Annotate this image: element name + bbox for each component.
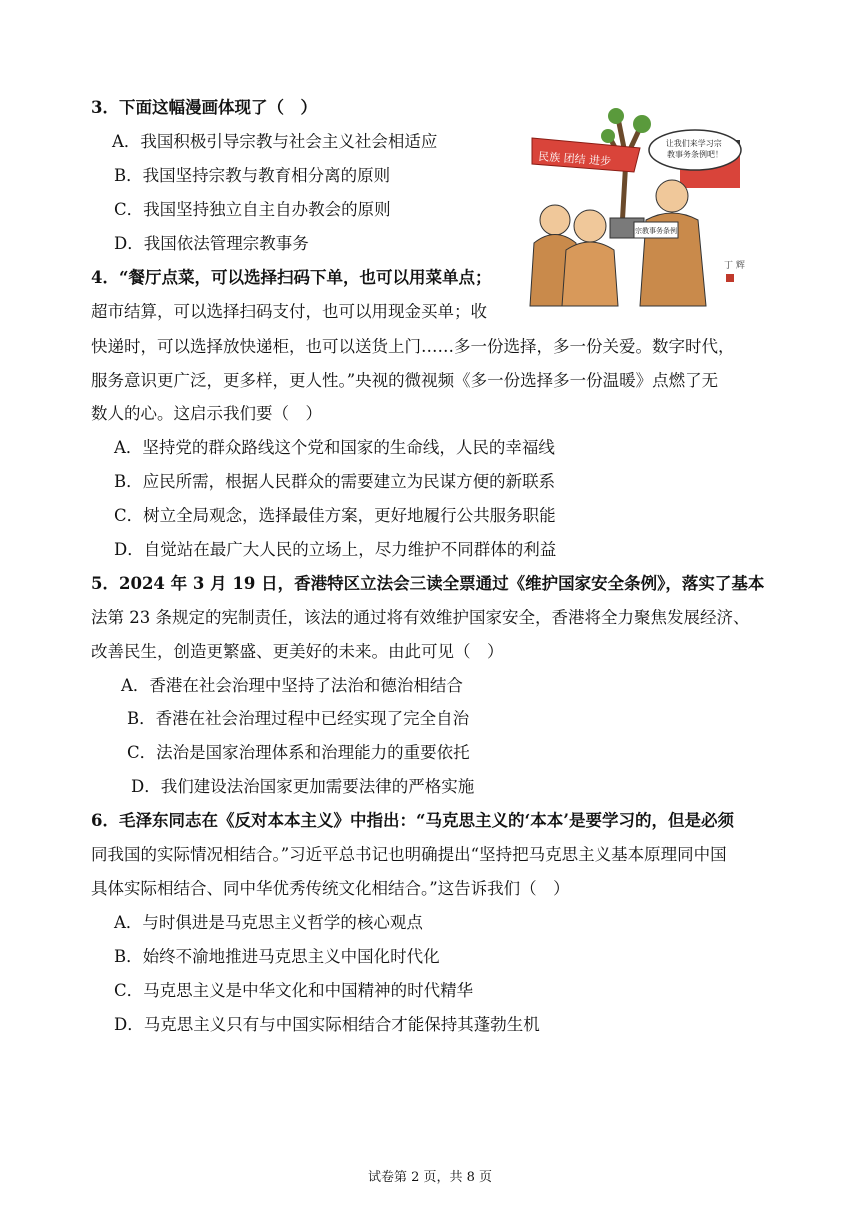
speech-bubble-text: 让我们来学习宗 教事务条例吧！ xyxy=(665,139,723,159)
q3-option-d: D．我国依法管理宗教事务 xyxy=(114,234,309,253)
q4-option-a: A．坚持党的群众路线这个党和国家的生命线，人民的幸福线 xyxy=(114,438,555,457)
q6-option-d: D．马克思主义只有与中国实际相结合才能保持其蓬勃生机 xyxy=(114,1015,540,1034)
q6-stem-line-2: 同我国的实际情况相结合。”习近平总书记也明确提出“坚持把马克思主义基本原理同中国 xyxy=(91,845,727,864)
q3-option-c: C．我国坚持独立自主自办教会的原则 xyxy=(114,200,391,219)
q4-stem-line-4: 服务意识更广泛，更多样，更人性。”央视的微视频《多一份选择多一份温暖》点燃了无 xyxy=(91,371,719,390)
q6-stem-line-1: 6．毛泽东同志在《反对本本主义》中指出：“马克思主义的‘本本’是要学习的，但是必须 xyxy=(91,811,734,830)
q4-stem-line-2: 超市结算，可以选择扫码支付，也可以用现金买单；收 xyxy=(91,302,487,321)
q5-option-b: B．香港在社会治理过程中已经实现了完全自治 xyxy=(127,709,470,728)
scroll-text: 宗教事务条例 xyxy=(635,227,677,235)
page-footer: 试卷第 2 页，共 8 页 xyxy=(367,1170,493,1185)
q3-option-b: B．我国坚持宗教与教育相分离的原则 xyxy=(114,166,391,185)
q5-option-c: C．法治是国家治理体系和治理能力的重要依托 xyxy=(127,743,470,762)
q5-stem-line-1: 5．2024 年 3 月 19 日，香港特区立法会三读全票通过《维护国家安全条例》，落实了基本 xyxy=(91,574,765,593)
q3-stem: 3．下面这幅漫画体现了（ ） xyxy=(91,98,317,117)
q6-stem-line-3: 具体实际相结合、同中华优秀传统文化相结合。”这告诉我们（ ） xyxy=(91,879,570,898)
q5-option-a: A．香港在社会治理中坚持了法治和德治相结合 xyxy=(121,676,463,695)
q6-option-b: B．始终不渝地推进马克思主义中国化时代化 xyxy=(114,947,440,966)
q5-stem-line-2: 法第 23 条规定的宪制责任，该法的通过将有效维护国家安全，香港将全力聚焦发展经济、 xyxy=(91,608,750,627)
q4-stem-line-5: 数人的心。这启示我们要（ ） xyxy=(91,404,322,423)
q5-option-d: D．我们建设法治国家更加需要法律的严格实施 xyxy=(131,777,475,796)
q6-option-c: C．马克思主义是中华文化和中国精神的时代精华 xyxy=(114,981,474,1000)
q4-stem-line-3: 快递时，可以选择放快递柜，也可以送货上门……多一份选择，多一份关爱。数字时代， xyxy=(91,337,735,356)
q6-option-a: A．与时俱进是马克思主义哲学的核心观点 xyxy=(114,913,423,932)
artist-signature: 丁 辉 xyxy=(724,261,745,271)
banner-text: 民族 团结 进步 xyxy=(537,150,612,169)
q3-option-a: A．我国积极引导宗教与社会主义社会相适应 xyxy=(112,132,438,151)
cartoon-illustration xyxy=(530,98,745,306)
q4-stem-line-1: 4．“餐厅点菜，可以选择扫码下单，也可以用菜单点； xyxy=(91,268,492,287)
q4-option-b: B．应民所需，根据人民群众的需要建立为民谋方便的新联系 xyxy=(114,472,556,491)
q4-option-c: C．树立全局观念，选择最佳方案，更好地履行公共服务职能 xyxy=(114,506,556,525)
q4-option-d: D．自觉站在最广大人民的立场上，尽力维护不同群体的利益 xyxy=(114,540,557,559)
q5-stem-line-3: 改善民生，创造更繁盛、更美好的未来。由此可见（ ） xyxy=(91,642,504,661)
